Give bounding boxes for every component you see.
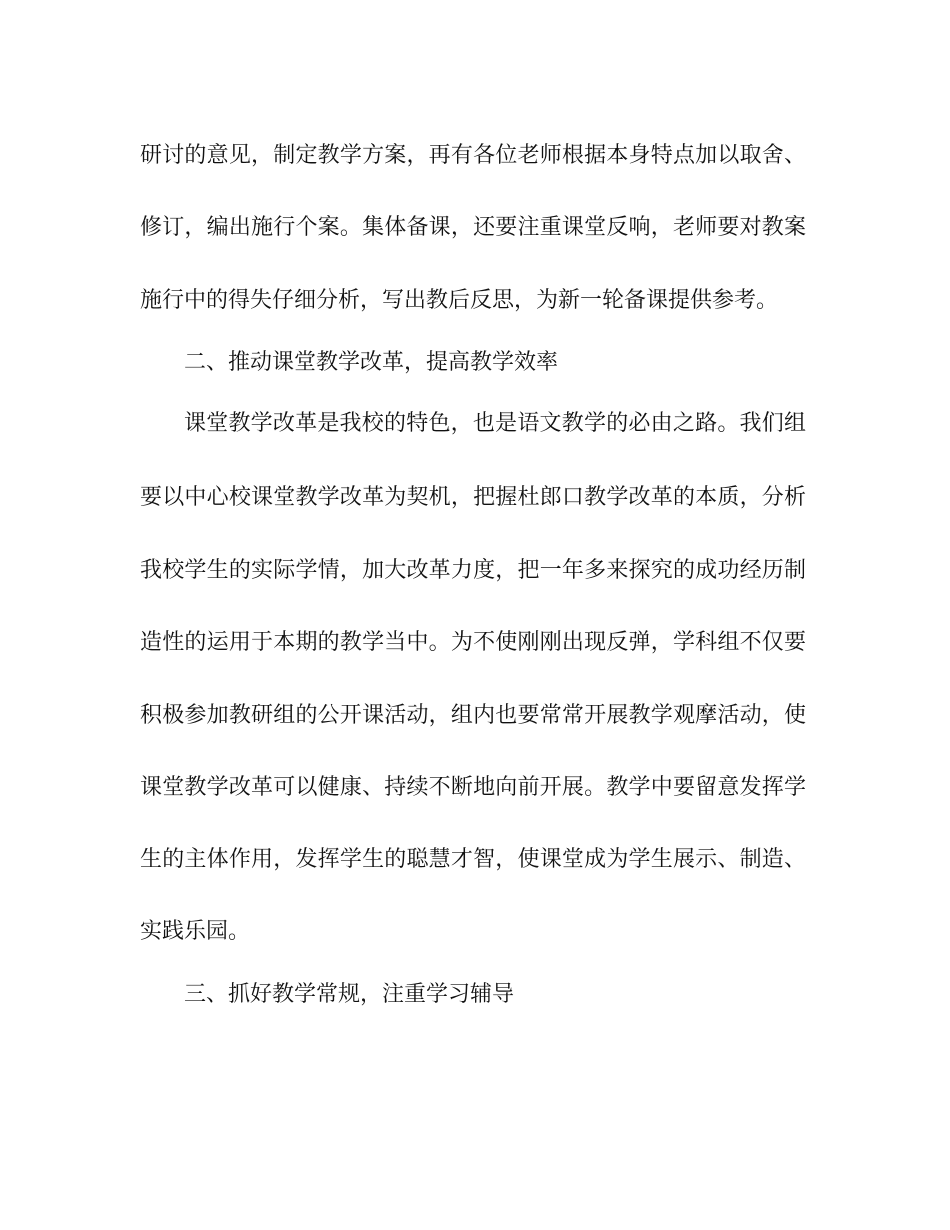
text-line-8: 造性的运用于本期的教学当中。为不使刚刚出现反弹，学科组不仅要 [140,630,806,655]
paragraph-line [0,481,950,515]
text-line-9: 积极参加教研组的公开课活动，组内也要常常开展教学观摩活动，使 [140,703,806,728]
text-line-12: 实践乐园。 [140,919,251,944]
text-line-2: 修订，编出施行个案。集体备课，还要注重课堂反响，老师要对教案 [140,215,806,240]
text-line-6: 要以中心校课堂教学改革为契机，把握杜郎口教学改革的本质，分析 [140,485,806,510]
section-heading-3: 三、抓好教学常规，注重学习辅导 [184,982,515,1007]
paragraph-line [0,139,950,173]
paragraph-line [0,554,950,588]
text-line-7: 我校学生的实际学情，加大改革力度，把一年多来探究的成功经历制 [140,558,806,583]
paragraph-line [0,626,950,660]
paragraph-line [0,284,950,318]
text-line-5: 课堂教学改革是我校的特色，也是语文教学的必由之路。我们组 [184,411,806,436]
section-heading-2: 二、推动课堂教学改革，提高教学效率 [184,350,559,375]
paragraph-line [0,699,950,733]
text-line-1: 研讨的意见，制定教学方案，再有各位老师根据本身特点加以取舍、 [140,143,806,168]
paragraph-line [0,407,950,441]
section-heading [0,978,950,1012]
text-line-10: 课堂教学改革可以健康、持续不断地向前开展。教学中要留意发挥学 [140,775,806,800]
paragraph-line [0,211,950,245]
paragraph-line [0,771,950,805]
text-line-11: 生的主体作用，发挥学生的聪慧才智，使课堂成为学生展示、制造、 [140,847,806,872]
paragraph-line [0,843,950,877]
paragraph-line [0,915,950,949]
section-heading [0,346,950,380]
text-line-3: 施行中的得失仔细分析，写出教后反思，为新一轮备课提供参考。 [140,288,779,313]
